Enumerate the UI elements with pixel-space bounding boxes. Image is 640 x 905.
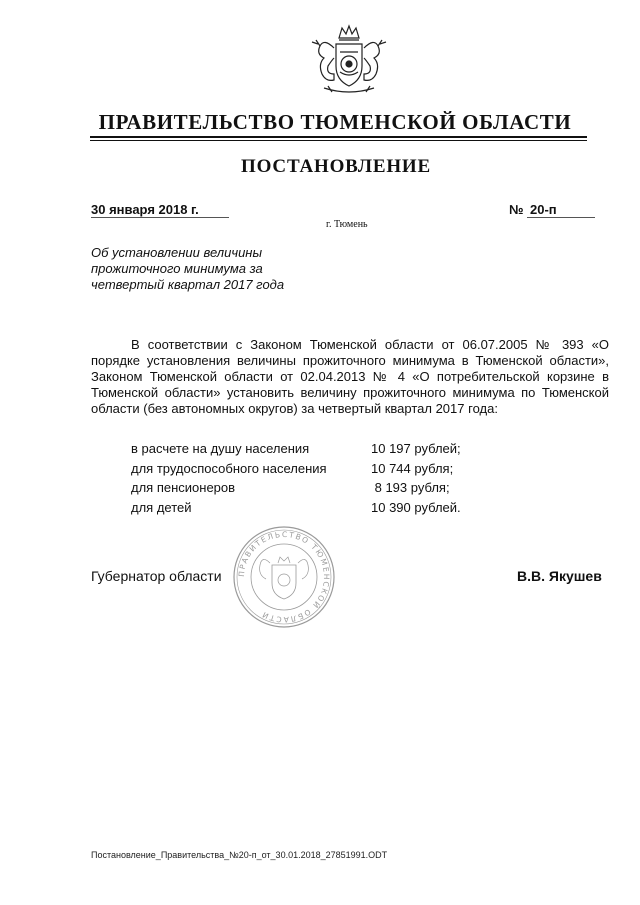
number-underline (527, 217, 595, 218)
rate-row (131, 461, 511, 481)
header-divider-thin (90, 140, 587, 141)
body-paragraph-text: В соответствии с Законом Тюменской области от 06.07.2005 № 393 «О порядке установления величины прожиточного минимума в Тюменской области», Законом Тюменской области от 02.04.2013 № 4 «О потребительской корзине в Тюменской области» установить величину прожиточного минимума по Тюменской области (без автономных округов) за четвертый квартал 2017 года: (91, 337, 609, 416)
organization-title: ПРАВИТЕЛЬСТВО ТЮМЕНСКОЙ ОБЛАСТИ (98, 110, 572, 134)
header-divider-thick (90, 136, 587, 138)
rate-label: для пенсионеров (131, 480, 236, 495)
subject-line: Об установлении величины (91, 245, 263, 260)
city: г. Тюмень (326, 219, 368, 230)
body-paragraph (91, 337, 609, 417)
subject-line: четвертый квартал 2017 года (91, 277, 285, 292)
document-subject (91, 245, 284, 293)
footer-filename: Постановление_Правительства_№20-п_от_30.01.2018_27851991.ODT (91, 850, 388, 860)
official-seal-icon (232, 525, 336, 629)
number-sign: № (509, 202, 524, 217)
rates-list (131, 441, 511, 519)
rate-value: 10 197 рублей; (371, 441, 461, 456)
signatory-title: Губернатор области (91, 568, 222, 584)
rate-row (131, 441, 511, 461)
document-number: 20-п (530, 202, 557, 217)
rate-row (131, 480, 511, 500)
rate-label: для трудоспособного населения (131, 460, 327, 476)
rate-value: 10 744 рубля; (371, 460, 454, 476)
rate-label: в расчете на душу населения (131, 441, 310, 456)
coat-of-arms-icon (306, 24, 392, 96)
rate-value: 10 390 рублей. (371, 499, 461, 515)
rate-value: 8 193 рубля; (371, 480, 450, 495)
rate-label: для детей (131, 499, 192, 515)
rate-row (131, 500, 511, 520)
subject-line: прожиточного минимума за (91, 261, 263, 276)
signatory-name: В.В. Якушев (517, 568, 602, 584)
date-underline (91, 217, 229, 218)
document-date: 30 января 2018 г. (91, 202, 199, 217)
seal-text: ПРАВИТЕЛЬСТВО ТЮМЕНСКОЙ ОБЛАСТИ (236, 529, 332, 625)
document-type: ПОСТАНОВЛЕНИЕ (241, 156, 431, 177)
